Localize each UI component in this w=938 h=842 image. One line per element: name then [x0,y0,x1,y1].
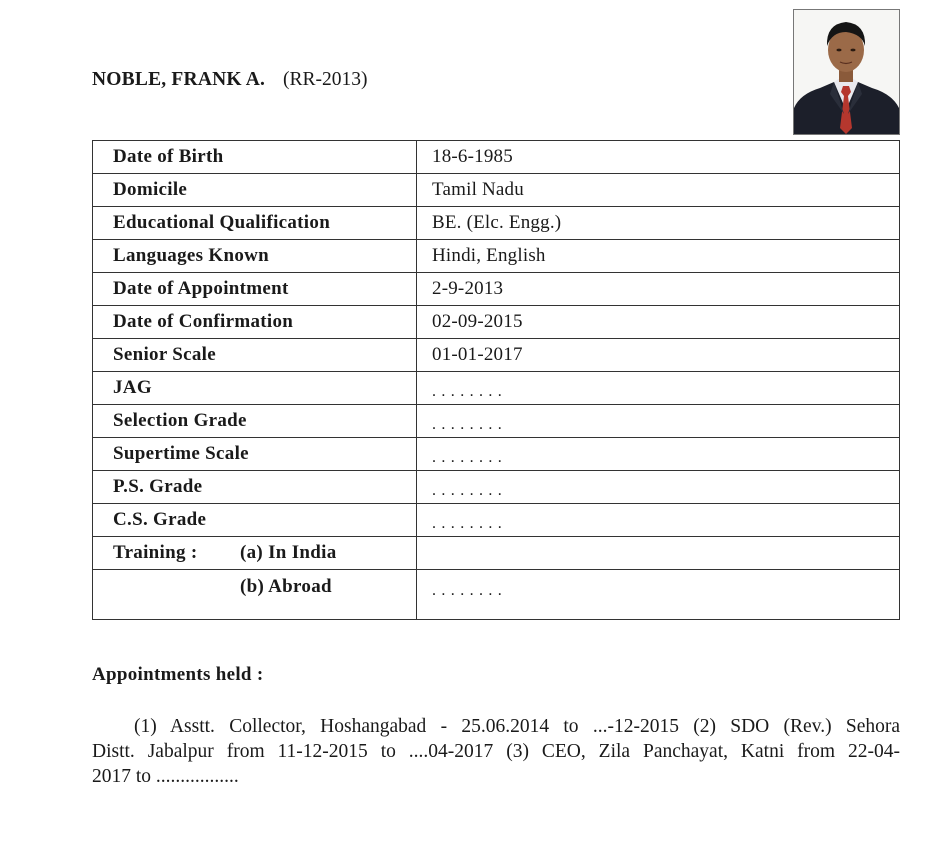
table-row [93,240,900,273]
row-value: Hindi, English [417,240,900,273]
training-india-label: (a) In India [240,542,337,563]
row-label: Selection Grade [93,405,417,438]
row-label: Domicile [93,174,417,207]
training-label: Training : [113,542,198,563]
row-label: C.S. Grade [93,504,417,537]
row-value [417,471,900,504]
table-row [93,438,900,471]
training-abroad-row [93,570,900,620]
row-label: Supertime Scale [93,438,417,471]
placeholder-dots: ........ [432,582,508,599]
row-value: 01-01-2017 [417,339,900,372]
appointments-line: Distt. Jabalpur from 11-12-2015 to ....04-2017 (3) CEO, Zila Panchayat, Katni from 22-04- [92,741,900,762]
table-row [93,339,900,372]
row-label: Languages Known [93,240,417,273]
officer-batch: (RR-2013) [282,69,368,90]
row-value [417,372,900,405]
training-india-value [417,537,900,570]
table-row [93,504,900,537]
appointments-line: (1) Asstt. Collector, Hoshangabad - 25.06.2014 to ...-12-2015 (2) SDO (Rev.) Sehora [134,716,900,737]
placeholder-dots: ........ [432,416,508,433]
appointments-line: 2017 to ................. [92,766,239,787]
officer-name: NOBLE, FRANK A. [92,69,266,90]
training-abroad-value-cell [417,570,900,620]
placeholder-dots: ........ [432,482,508,499]
training-india-label-cell [93,537,417,570]
row-value [417,504,900,537]
row-label: Educational Qualification [93,207,417,240]
table-row [93,471,900,504]
portrait-image [794,10,899,134]
row-value [417,438,900,471]
row-label: JAG [93,372,417,405]
profile-table [92,140,900,620]
row-label: Date of Birth [93,141,417,174]
row-label: Senior Scale [93,339,417,372]
appointments-paragraph [92,714,900,789]
row-value: Tamil Nadu [417,174,900,207]
placeholder-dots: ........ [432,515,508,532]
training-abroad-label-cell [93,570,417,620]
training-india-row [93,537,900,570]
table-row [93,306,900,339]
row-value: BE. (Elc. Engg.) [417,207,900,240]
row-value: 2-9-2013 [417,273,900,306]
table-row [93,405,900,438]
table-row [93,174,900,207]
table-row [93,372,900,405]
row-label: Date of Appointment [93,273,417,306]
table-row [93,207,900,240]
officer-header [92,69,367,91]
appointments-heading: Appointments held : [92,664,264,685]
officer-photo [793,9,900,135]
table-row [93,141,900,174]
row-value: 02-09-2015 [417,306,900,339]
row-label: P.S. Grade [93,471,417,504]
row-value [417,405,900,438]
placeholder-dots: ........ [432,449,508,466]
row-value: 18-6-1985 [417,141,900,174]
table-row [93,273,900,306]
placeholder-dots: ........ [432,383,508,400]
row-label: Date of Confirmation [93,306,417,339]
training-abroad-label: (b) Abroad [240,576,332,597]
